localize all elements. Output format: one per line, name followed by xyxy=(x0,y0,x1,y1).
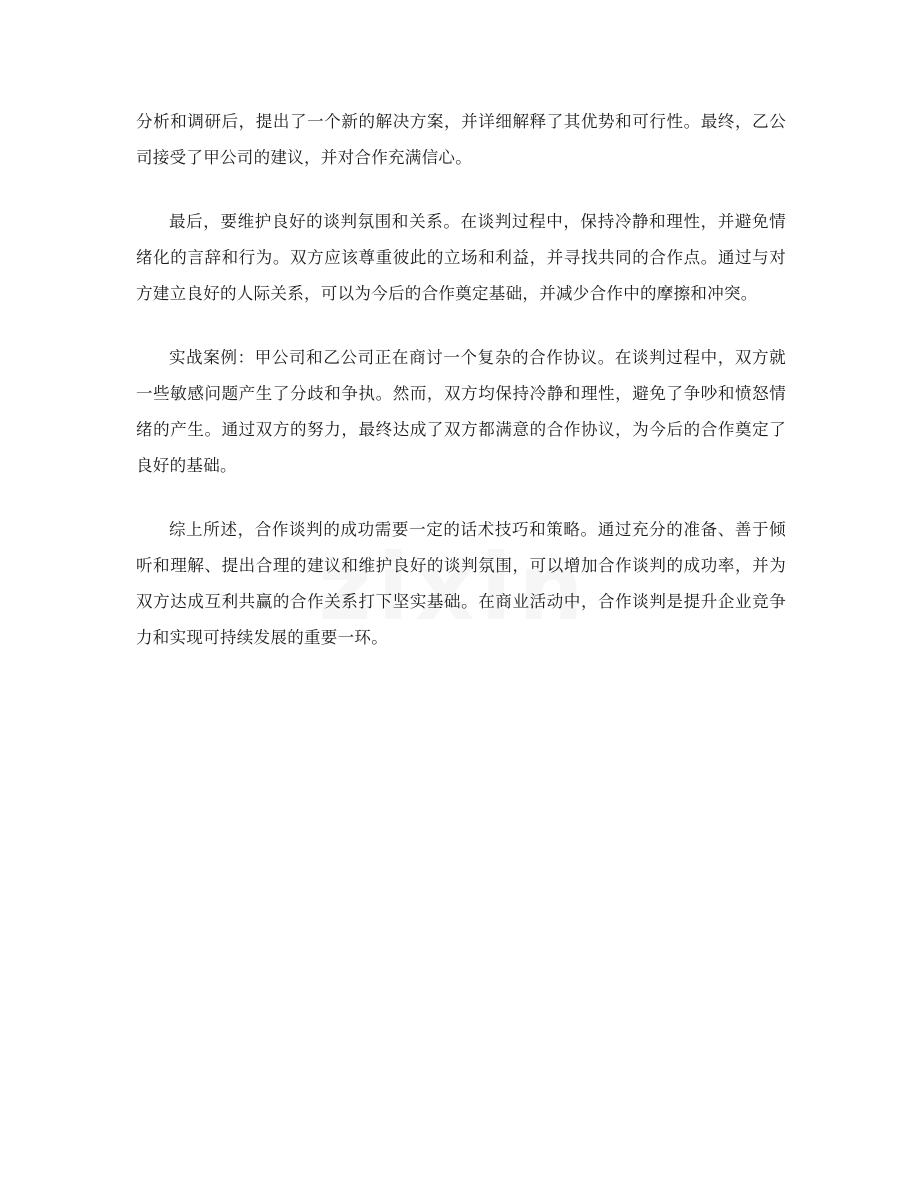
document-body xyxy=(136,104,786,684)
paragraph-4: 综上所述，合作谈判的成功需要一定的话术技巧和策略。通过充分的准备、善于倾听和理解、提出合理的建议和维护良好的谈判氛围，可以增加合作谈判的成功率，并为双方达成互利共赢的合作关系打下坚实基础。在商业活动中，合作谈判是提升企业竞争力和实现可持续发展的重要一环。 xyxy=(136,520,786,647)
paragraph-1: 分析和调研后，提出了一个新的解决方案，并详细解释了其优势和可行性。最终，乙公司接受了甲公司的建议，并对合作充满信心。 xyxy=(136,112,786,167)
paragraph-2: 最后，要维护良好的谈判氛围和关系。在谈判过程中，保持冷静和理性，并避免情绪化的言辞和行为。双方应该尊重彼此的立场和利益，并寻找共同的合作点。通过与对方建立良好的人际关系，可以为今后的合作奠定基础，并减少合作中的摩擦和冲突。 xyxy=(136,212,786,303)
paragraph-3: 实战案例：甲公司和乙公司正在商讨一个复杂的合作协议。在谈判过程中，双方就一些敏感问题产生了分歧和争执。然而，双方均保持冷静和理性，避免了争吵和愤怒情绪的产生。通过双方的努力，最终达成了双方都满意的合作协议，为今后的合作奠定了良好的基础。 xyxy=(136,348,786,475)
